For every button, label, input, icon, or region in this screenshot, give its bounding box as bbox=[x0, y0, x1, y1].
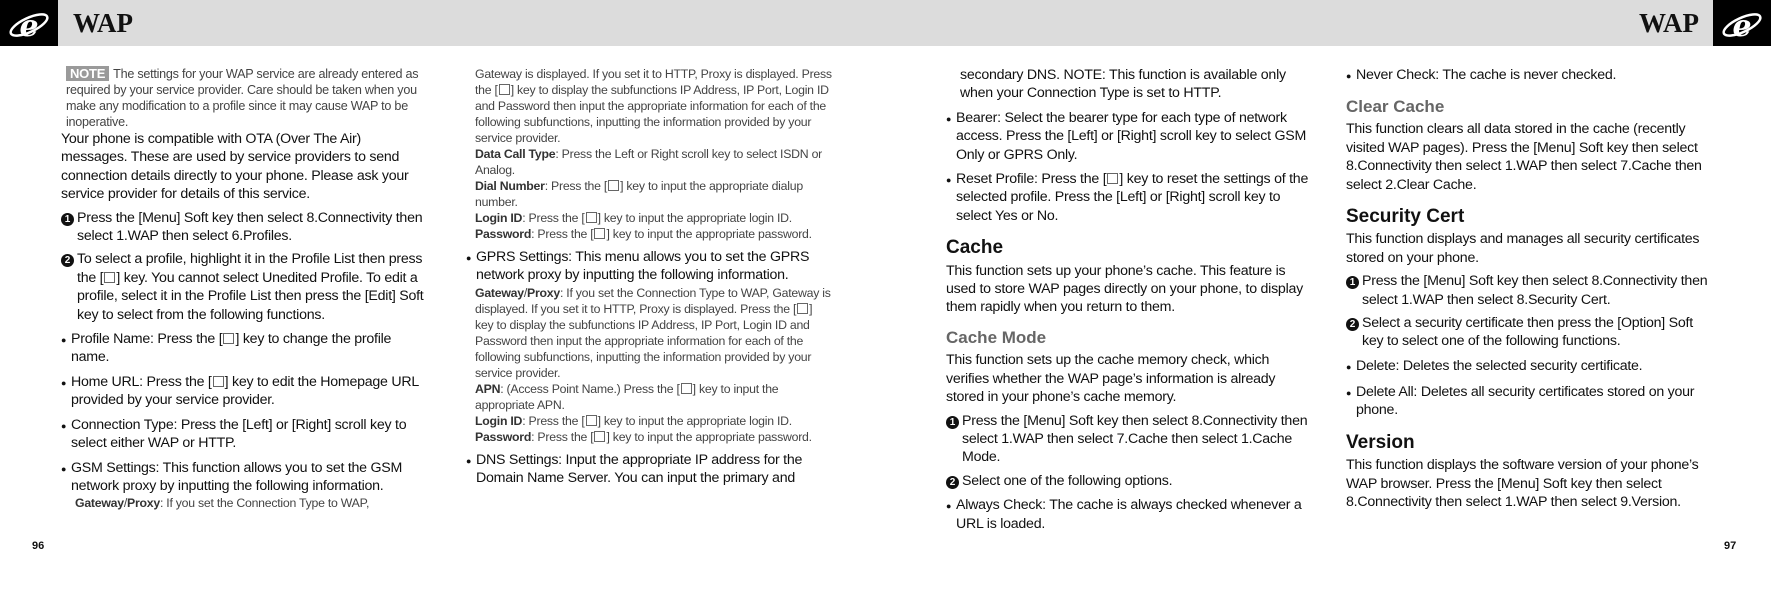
svg-text:e: e bbox=[19, 9, 39, 44]
list-item: ● Profile Name: Press the [ ] key to change the profile name. bbox=[61, 331, 392, 366]
step-number: 2 bbox=[1346, 318, 1359, 331]
ok-key-icon bbox=[223, 333, 234, 344]
step-number: 1 bbox=[61, 213, 74, 226]
page-number-left: 96 bbox=[32, 540, 45, 552]
step-text: Press the [Menu] Soft key then select 8.Connectivity then select 1.WAP then select 6.Profiles. bbox=[77, 209, 423, 245]
section-paragraph: This function sets up your phone’s cache. This feature is used to store WAP pages directly on your phone, to display them rapidly when you return to them. bbox=[946, 262, 1303, 316]
ok-key-icon bbox=[681, 383, 692, 394]
header-title-right: WAP bbox=[1639, 8, 1699, 38]
sub-item: Dial Number: Press the [ ] key to input the appropriate dialup number. bbox=[475, 179, 803, 209]
list-item: ● Bearer: Select the bearer type for each type of network access. Press the [Left] or [Right] scroll key to select GSM Only or GPRS Only. bbox=[946, 109, 1307, 163]
list-item: ● Always Check: The cache is always checked whenever a URL is loaded. bbox=[946, 497, 1302, 532]
list-item: ● GPRS Settings: This menu allows you to set the GPRS network proxy by inputting the following information. bbox=[466, 249, 810, 284]
sub-item: Gateway is displayed. If you set it to HTTP, Proxy is displayed. Press the [ ] key to display the subfunctions IP Address, IP Port, Login ID and Password then input the appropriate information for each of the following subfunctions, inputting the information provided by your service provider. bbox=[475, 67, 832, 145]
step-text: Select a security certificate then press the [Option] Soft key to select one of the following functions. bbox=[1362, 315, 1693, 350]
ok-key-icon bbox=[797, 303, 808, 314]
section-paragraph: This function sets up the cache memory check, which verifies whether the WAP page’s information is already stored in your phone’s cache memory. bbox=[946, 352, 1276, 406]
note-block bbox=[65, 66, 429, 130]
ok-key-icon bbox=[213, 376, 224, 387]
browser-e-icon bbox=[0, 0, 58, 46]
sub-item: APN: (Access Point Name.) Press the [ ] key to input the appropriate APN. bbox=[475, 381, 779, 412]
step-text: To select a profile, highlight it in the Profile List then press the [ ] key. You cannot select Unedited Profile. To edit a profile, select it in the Profile List then press the [Edit] Soft key to select from the following functions. bbox=[77, 251, 424, 323]
step-number: 1 bbox=[1346, 276, 1359, 289]
section-paragraph: This function displays the software version of your phone’s WAP browser. Press the [Menu] Soft key then select 8.Connectivity then select 1.WAP then select 9.Version. bbox=[1346, 457, 1699, 510]
subsection-heading-cache-mode: Cache Mode bbox=[946, 327, 1047, 347]
ok-key-icon bbox=[608, 180, 619, 191]
sub-item: Gateway/Proxy: If you set the Connection Type to WAP, Gateway is displayed. If you set it to HTTP, Proxy is displayed. Press the [ ] key to display the subfunctions IP Address, IP Port, Login ID and Password then input the appropriate information for each of the following subfunctions, inputting the information provided by your service provider. bbox=[475, 285, 831, 380]
sub-item: Login ID: Press the [ ] key to input the appropriate login ID. bbox=[475, 211, 792, 225]
step-number: 2 bbox=[61, 254, 74, 267]
step-number: 2 bbox=[946, 476, 959, 489]
section-heading-version: Version bbox=[1346, 431, 1415, 453]
list-item: ● Delete: Deletes the selected security certificate. bbox=[1346, 357, 1643, 374]
sub-item: Password: Press the [ ] key to input the appropriate password. bbox=[475, 227, 812, 241]
ok-key-icon bbox=[594, 228, 605, 239]
column-3 bbox=[946, 66, 1314, 533]
ok-key-icon bbox=[499, 84, 510, 95]
section-paragraph: This function displays and manages all security certificates stored on your phone. bbox=[1346, 231, 1700, 266]
list-item: ● Reset Profile: Press the [ ] key to reset the settings of the selected profile. Press the [Left] or [Right] scroll key to select Yes or No. bbox=[946, 171, 1309, 224]
section-heading-cache: Cache bbox=[946, 237, 1004, 259]
list-item: ● GSM Settings: This function allows you to set the GSM network proxy by inputting the following information. bbox=[61, 459, 403, 494]
column-2 bbox=[466, 66, 832, 488]
browser-e-icon bbox=[1713, 0, 1771, 46]
note-text: The settings for your WAP service are already entered as required by your service provider. Care should be taken when you make any modification to a profile since it may cause WAP to be inoperative. bbox=[66, 67, 419, 129]
column-1 bbox=[61, 66, 429, 511]
page-number-right: 97 bbox=[1724, 540, 1737, 552]
ok-key-icon bbox=[1107, 173, 1118, 184]
sub-item: Password: Press the [ ] key to input the appropriate password. bbox=[475, 429, 812, 444]
ok-key-icon bbox=[594, 431, 605, 442]
step-2 bbox=[946, 472, 1314, 490]
subsection-heading-clear-cache: Clear Cache bbox=[1346, 97, 1445, 116]
sub-item: Login ID: Press the [ ] key to input the appropriate login ID. bbox=[475, 413, 792, 428]
ok-key-icon bbox=[586, 415, 597, 426]
header-title-left: WAP bbox=[73, 8, 133, 38]
list-item: ● Connection Type: Press the [Left] or [Right] scroll key to select either WAP or HTTP. bbox=[61, 416, 407, 452]
ok-key-icon bbox=[586, 212, 597, 223]
step-text: Press the [Menu] Soft key then select 8.Connectivity then select 1.WAP then select 8.Security Cert. bbox=[1362, 273, 1708, 308]
list-item: ● Never Check: The cache is never checked. bbox=[1346, 67, 1617, 83]
section-heading-security-cert: Security Cert bbox=[1346, 206, 1465, 228]
continued-text: secondary DNS. NOTE: This function is available only when your Connection Type is set to HTTP. bbox=[960, 67, 1286, 102]
page-header bbox=[0, 0, 1771, 46]
step-1 bbox=[61, 209, 429, 246]
step-text: Select one of the following options. bbox=[962, 472, 1173, 489]
note-label: NOTE bbox=[66, 66, 109, 81]
svg-text:e: e bbox=[1732, 9, 1752, 44]
step-1 bbox=[1346, 272, 1716, 309]
list-item: ● DNS Settings: Input the appropriate IP address for the Domain Name Server. You can input the primary and bbox=[466, 451, 803, 487]
step-2 bbox=[61, 250, 429, 324]
sub-item: Gateway/Proxy: If you set the Connection Type to WAP, bbox=[75, 496, 370, 511]
step-text: Press the [Menu] Soft key then select 8.Connectivity then select 1.WAP then select 7.Cache then select 1.Cache Mode. bbox=[962, 412, 1308, 466]
section-paragraph: This function clears all data stored in the cache (recently visited WAP pages). Press the [Menu] Soft key then select 8.Connectivity then select 1.WAP then select 7.Cache then select 2.Clear Cache. bbox=[1346, 121, 1702, 193]
step-number: 1 bbox=[946, 416, 959, 429]
sub-item: Data Call Type: Press the Left or Right scroll key to select ISDN or Analog. bbox=[475, 147, 823, 177]
ok-key-icon bbox=[104, 272, 115, 283]
list-item: ● Home URL: Press the [ ] key to edit the Homepage URL provided by your service provider. bbox=[61, 373, 419, 409]
intro-paragraph: Your phone is compatible with OTA (Over The Air) messages. These are used by service providers to send connection details directly to your phone. Please ask your service provider for details of this service. bbox=[61, 131, 409, 203]
step-1 bbox=[946, 412, 1314, 467]
list-item: ● Delete All: Deletes all security certificates stored on your phone. bbox=[1346, 383, 1695, 419]
column-4 bbox=[1346, 66, 1716, 511]
step-2 bbox=[1346, 314, 1716, 351]
